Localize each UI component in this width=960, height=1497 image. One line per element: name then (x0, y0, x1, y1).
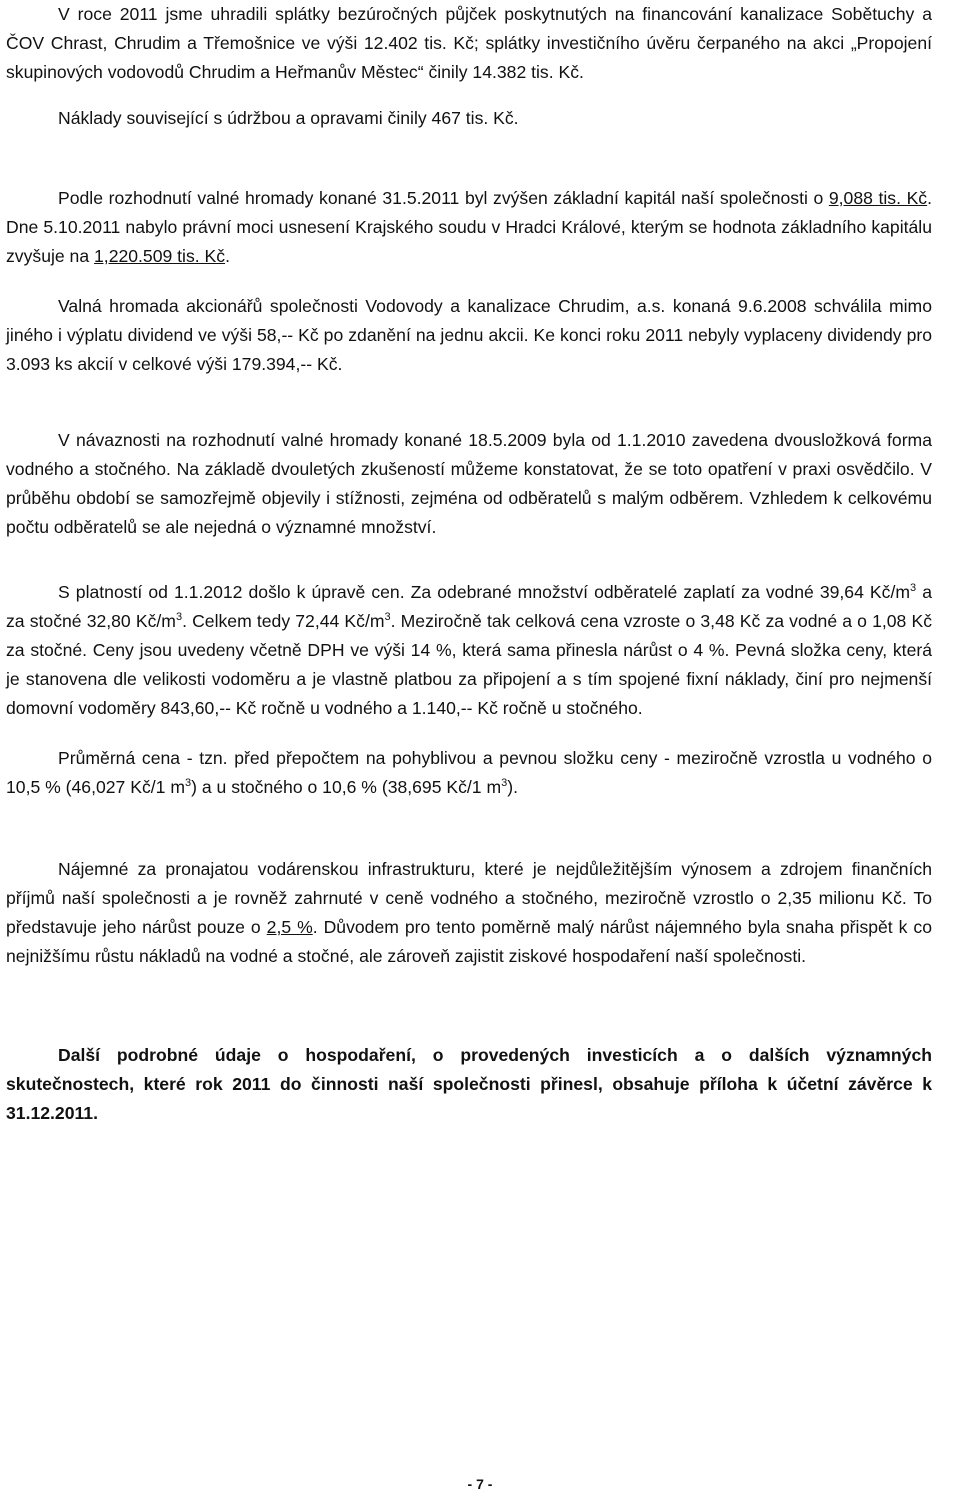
paragraph-text: Další podrobné údaje o hospodaření, o provedených investicích a o dalších významných skutečnostech, které rok 2011 do činnosti naší společnosti přinesl, obsahuje příloha k účetní závěrce k 31.12.2011. (6, 1045, 932, 1123)
rent-growth-percent: 2,5 % (266, 917, 313, 937)
paragraph-dividends (6, 292, 932, 379)
capital-amount: 9,088 tis. Kč (828, 188, 928, 208)
paragraph-price-adjustment: S platností od 1.1.2012 došlo k úpravě cen. Za odebrané množství odběratelé zaplatí za vodné 39,64 $Kč/m^3$ a za stočné 32,80 $Kč/m^3$. Celkem tedy 72,44 $Kč/m^3$. Meziročně tak celková cena vzroste o 3,48 Kč za vodné a o 1,08 Kč za stočné. Ceny jsou uvedeny včetně DPH ve výši 14 %, která sama přinesla nárůst o 4 %. Pevná složka ceny, která je stanovena dle velikosti vodoměru a je vlastně platbou za připojení a s tím spojené fixní náklady, činí pro nejmenší domovní vodoměry 843,60,-- Kč ročně u vodného a 1.140,-- Kč ročně u stočného. (6, 582, 932, 718)
page-number: - 7 - (467, 1476, 493, 1492)
paragraph-maintenance-costs (6, 104, 932, 133)
paragraph-share-capital: Podle rozhodnutí valné hromady konané 31.5.2011 byl zvýšen základní kapitál naší společnosti o 9,088 tis. Kč. Dne 5.10.2011 nabylo právní moci usnesení Krajského soudu v Hradci Králové, kterým se hodnota základního kapitálu zvyšuje na 1,220.509 tis. Kč. (6, 188, 932, 266)
paragraph-loan-repayments (6, 0, 932, 87)
capital-amount-new: 1,220.509 tis. Kč (94, 246, 226, 266)
paragraph-text: Náklady související s údržbou a opravami činily 467 tis. Kč. (58, 108, 519, 128)
paragraph-text: V návaznosti na rozhodnutí valné hromady konané 18.5.2009 byla od 1.1.2010 zavedena dvousložková forma vodného a stočného. Na základě dvouletých zkušeností můžeme konstatovat, že se toto opatření v praxi osvědčilo. V průběhu období se samozřejmě objevily i stížnosti, zejména od odběratelů s malým odběrem. Vzhledem k celkovému počtu odběratelů se ale nejedná o významné množství. (6, 430, 932, 537)
paragraph-average-price: Průměrná cena - tzn. před přepočtem na pohyblivou a pevnou složku ceny - meziročně vzrostla u vodného o 10,5 % (46,027 Kč/1 $m^3$) a u stočného o 10,6 % (38,695 Kč/1 $m^3$). (6, 748, 932, 797)
paragraph-two-component-price (6, 426, 932, 542)
paragraph-text: V roce 2011 jsme uhradili splátky bezúročných půjček poskytnutých na financování kanalizace Sobětuchy a ČOV Chrast, Chrudim a Třemošnice ve výši 12.402 tis. Kč; splátky investičního úvěru čerpaného na akci „Propojení skupinových vodovodů Chrudim a Heřmanův Městec“ činily 14.382 tis. Kč. (6, 4, 932, 82)
paragraph-infrastructure-rent: Nájemné za pronajatou vodárenskou infrastrukturu, které je nejdůležitějším výnosem a zdrojem finančních příjmů naší společnosti a je rovněž zahrnuté v ceně vodného a stočného, meziročně vzrostlo o 2,35 milionu Kč. To představuje jeho nárůst pouze o 2,5 %. Důvodem pro tento poměrně malý nárůst nájemného byla snaha přispět k co nejnižšímu růstu nákladů na vodné a stočné, ale zároveň zajistit ziskové hospodaření naší společnosti. (6, 859, 933, 966)
paragraph-further-details (6, 1041, 932, 1128)
paragraph-text: Valná hromada akcionářů společnosti Vodovody a kanalizace Chrudim, a.s. konaná 9.6.2008 schválila mimo jiného i výplatu dividend ve výši 58,-- Kč po zdanění na jednu akcii. Ke konci roku 2011 nebyly vyplaceny dividendy pro 3.093 ks akcií v celkové výši 179.394,-- Kč. (6, 296, 932, 374)
